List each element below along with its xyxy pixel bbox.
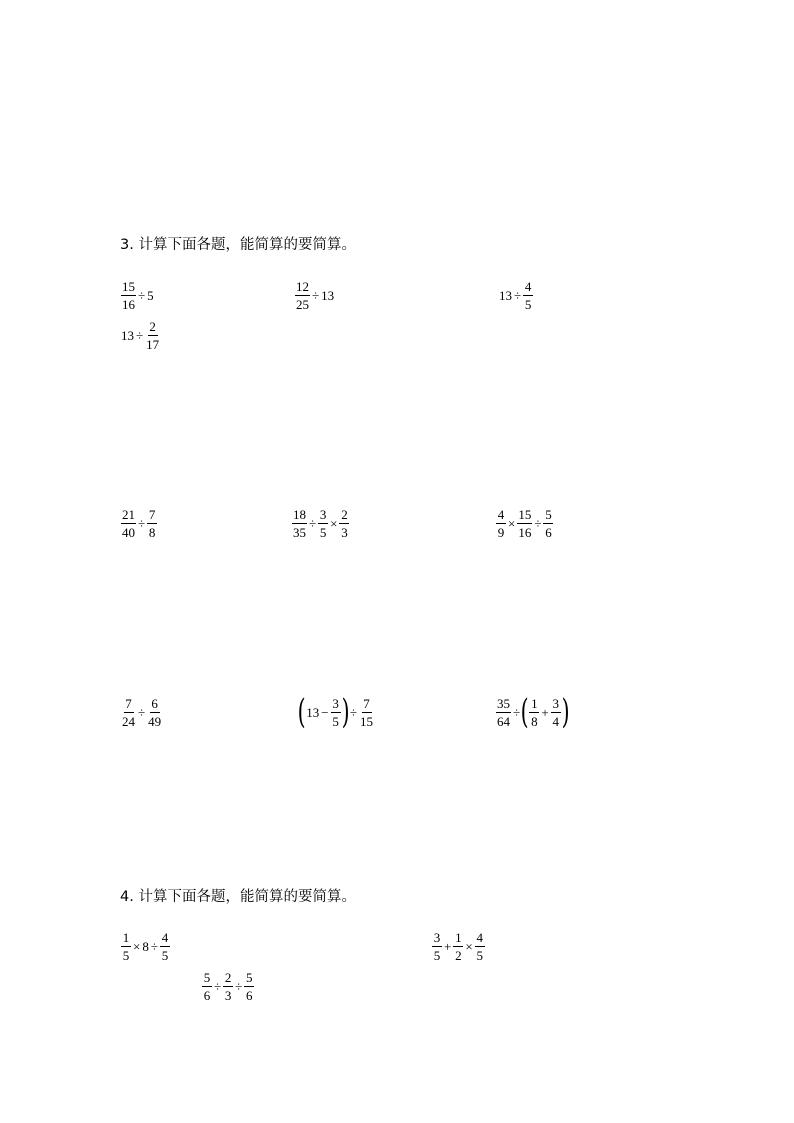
fraction: $\frac{2}{3}$ xyxy=(341,507,348,540)
section-4-heading xyxy=(120,888,356,906)
fraction: $\frac{3}{5}$ xyxy=(332,695,339,729)
fraction: $\frac{4}{5}$ xyxy=(161,930,169,963)
operator: ÷ xyxy=(312,288,320,303)
left-parenthesis: ( xyxy=(520,692,529,732)
fraction: $\frac{15}{16}$ xyxy=(518,507,532,540)
operator: − xyxy=(321,704,329,720)
operator: ÷ xyxy=(138,288,146,303)
number: 13 xyxy=(499,288,512,303)
fraction: $\frac{35}{64}$ xyxy=(497,695,510,729)
problem-10 xyxy=(495,692,570,732)
operator: × xyxy=(465,939,473,954)
operator: × xyxy=(508,516,516,531)
operator: × xyxy=(133,939,141,954)
right-parenthesis: ) xyxy=(561,692,570,732)
number: 13 xyxy=(306,704,320,720)
problem-6 xyxy=(291,508,350,539)
operator: ÷ xyxy=(150,939,158,954)
fraction: $\frac{5}{6}$ xyxy=(203,970,211,1003)
fraction: $\frac{21}{40}$ xyxy=(122,507,135,540)
operator: ÷ xyxy=(513,704,521,720)
section-instruction: 计算下面各题，能简算的要简算。 xyxy=(138,237,356,253)
number: 13 xyxy=(121,328,134,343)
problem-13 xyxy=(201,971,255,1002)
fraction: $\frac{5}{6}$ xyxy=(246,970,253,1003)
fraction: $\frac{3}{4}$ xyxy=(552,695,559,729)
section-3-heading xyxy=(120,236,356,254)
fraction: $\frac{12}{25}$ xyxy=(296,279,309,312)
operator: ÷ xyxy=(235,979,243,994)
fraction: $\frac{1}{8}$ xyxy=(531,695,538,729)
section-instruction: 计算下面各题，能简算的要简算。 xyxy=(138,889,356,905)
fraction: $\frac{5}{6}$ xyxy=(545,507,552,540)
operator: + xyxy=(541,704,549,720)
operator: ÷ xyxy=(136,328,144,343)
fraction: $\frac{4}{9}$ xyxy=(497,507,505,540)
operator: × xyxy=(330,516,338,531)
fraction: $\frac{2}{17}$ xyxy=(146,319,160,352)
right-parenthesis: ) xyxy=(341,692,350,732)
problem-7 xyxy=(495,508,554,539)
fraction: $\frac{3}{5}$ xyxy=(433,930,441,963)
problem-3 xyxy=(498,280,534,311)
operator: ÷ xyxy=(514,288,522,303)
fraction: $\frac{2}{3}$ xyxy=(224,970,232,1003)
operator: ÷ xyxy=(214,979,222,994)
operator: ÷ xyxy=(534,516,542,531)
operator: ÷ xyxy=(138,705,146,720)
number: 5 xyxy=(147,288,154,303)
left-parenthesis: ( xyxy=(297,692,306,732)
fraction: $\frac{1}{5}$ xyxy=(122,930,130,963)
fraction: $\frac{7}{8}$ xyxy=(148,507,156,540)
fraction: $\frac{1}{2}$ xyxy=(455,930,462,963)
problem-9 xyxy=(297,692,375,732)
operator: ÷ xyxy=(349,704,358,720)
problem-12 xyxy=(431,931,486,962)
operator: ÷ xyxy=(309,516,317,531)
fraction: $\frac{7}{24}$ xyxy=(122,696,135,729)
operator: ÷ xyxy=(138,516,146,531)
problem-8 xyxy=(120,697,163,728)
number: 13 xyxy=(321,288,335,303)
fraction: $\frac{3}{5}$ xyxy=(319,507,327,540)
fraction: $\frac{6}{49}$ xyxy=(148,696,162,729)
problem-11 xyxy=(120,931,171,962)
section-number: 4. xyxy=(120,889,134,905)
number: 8 xyxy=(142,939,149,954)
problem-4 xyxy=(120,320,161,351)
fraction: $\frac{4}{5}$ xyxy=(524,279,532,312)
problem-5 xyxy=(120,508,158,539)
fraction: $\frac{15}{16}$ xyxy=(122,279,135,312)
operator: + xyxy=(444,939,452,954)
fraction: $\frac{18}{35}$ xyxy=(293,507,306,540)
problem-1 xyxy=(120,280,155,311)
problem-2 xyxy=(294,280,335,311)
fraction: $\frac{4}{5}$ xyxy=(476,930,483,963)
section-number: 3. xyxy=(120,237,134,253)
fraction: $\frac{7}{15}$ xyxy=(360,695,374,729)
